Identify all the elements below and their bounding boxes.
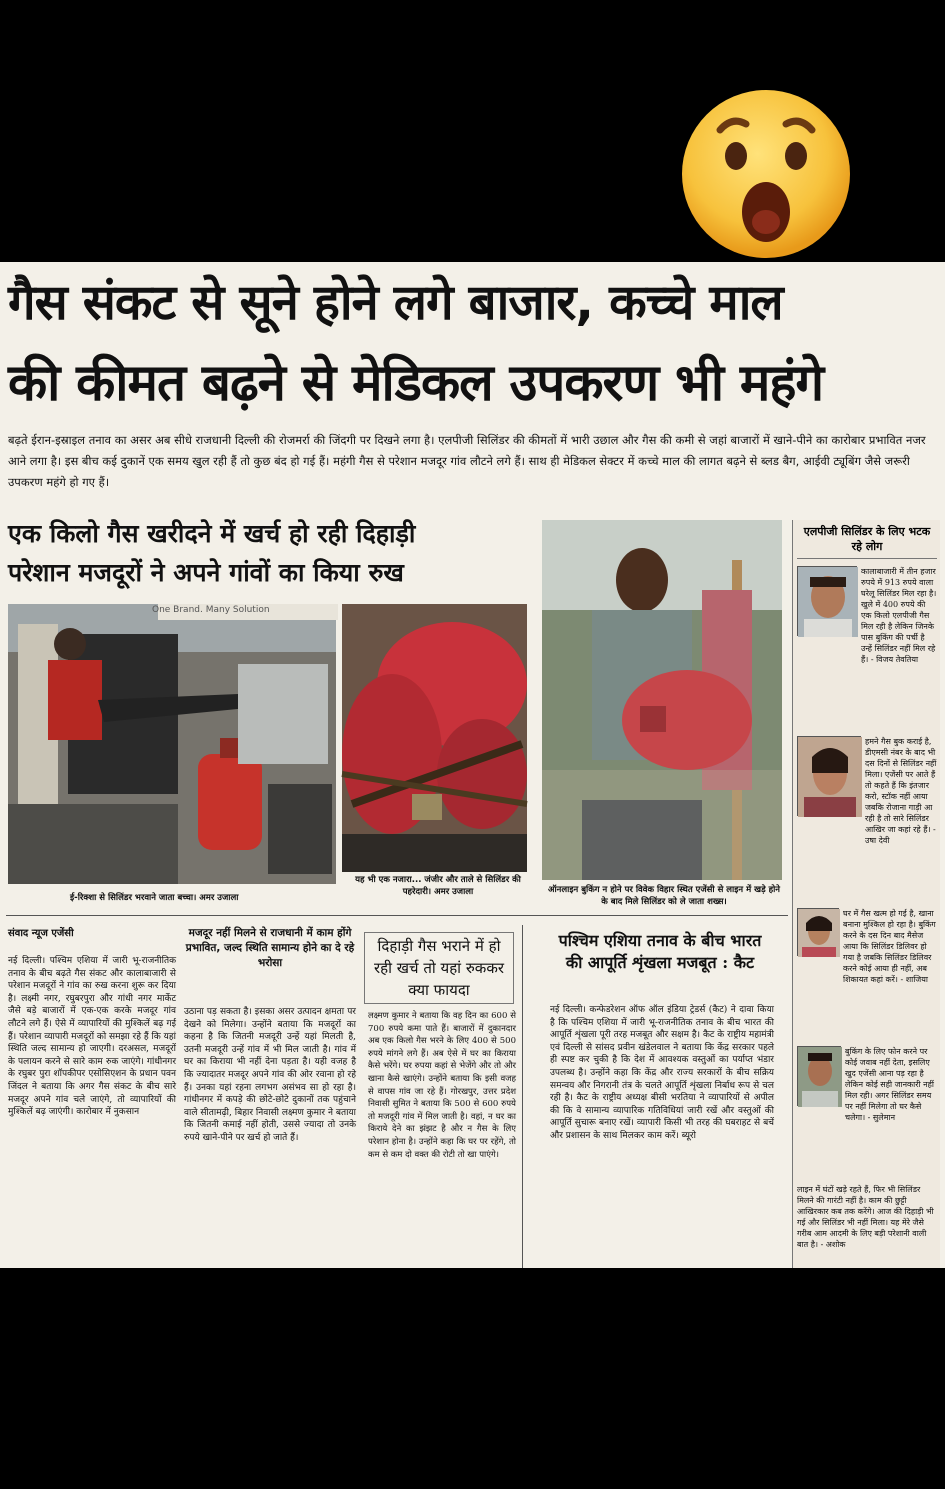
sidebar-quotes	[792, 520, 940, 1268]
subhead-line-1: एक किलो गैस खरीदने में खर्च हो रही दिहाड़ी	[8, 519, 416, 548]
article3-body: लक्ष्मण कुमार ने बताया कि वह दिन का 600 से 700 रुपये कमा पाते हैं। बाजारों में दुकानदार अब एक किलो गैस भरने के लिए 400 से 500 रुपये मांगने लगे हैं। अब ऐसे में घर का किराया कैसे भरेंगे। घर रुपया कहां से भेजेंगे और तो और खाना कैसे खाएंगे। उन्होंने बताया कि इसी वजह से वापस गांव जा रहे हैं। गोरखपुर, उत्तर प्रदेश निवासी सुमित ने बताया कि 500 से 600 रुपये तो मजदूरी गांव में मिल जाती है। वहां, न घर का किराये देने का झंझट है और न गैस के लिए परेशान होना है। उन्होंने कहा कि घर पर रहेंगे, तो कम से कम दो वक्त की रोटी तो खा पाएंगे।	[368, 1011, 516, 1160]
divider	[6, 915, 788, 916]
sidebar-title: एलपीजी सिलिंडर के लिए भटक रहे लोग	[797, 524, 937, 559]
article1-body: नई दिल्ली। पश्चिम एशिया में जारी भू-राजनीतिक तनाव के बीच बढ़ते गैस संकट और कालाबाजारी से परेशान मजदूरों ने गांव का रुख करना शुरू कर दिया है। लक्ष्मी नगर, रघुबरपुरा और गांधी नगर मार्केट जैसे बड़े बाजारों में एक-एक करके मजदूर गांव लौटने लगे हैं। ऐसे में व्यापारियों की मुश्किलें बढ़ गई हैं। परेशान व्यापारी मजदूरों को समझा रहे हैं कि यहां स्थिति जल्द सामान्य हो जाएगी। दरअसल, मजदूरों के पलायन करने से सारे काम रुक जाएंगे। गांधीनगर के रघुबर पुरा शॉपकीपर एसोसिएशन के प्रधान पवन जिंदल ने बताया कि अगर गैस संकट के बीच सारे मजदूर अपने गांव चले जाएंगे, तो व्यापारियों की मुश्किलें बढ़ जाएंगी। कारोबार में नुकसान	[8, 956, 176, 1118]
quote-vijay-part1: कालाबाजारी में तीन हजार रुपये में 913 रुपये वाला घरेलू सिलिंडर मिल रहा है। खुले में 400 रुपये की एक किलो एलपीजी गैस मिल रही है लेकिन जिनके पास बुकिंग की पर्ची है उन्हें सिलिंडर नहीं मिल रहे हैं। - विजय तेवतिया	[861, 567, 937, 664]
agency-byline: संवाद न्यूज एजेंसी	[8, 928, 74, 939]
article4-body: नई दिल्ली। कन्फेडरेशन ऑफ ऑल इंडिया ट्रेडर्स (कैट) ने दावा किया है कि पश्चिम एशिया में जारी भू-राजनीतिक तनाव के बीच भारत की आपूर्ति शृंखला पूरी तरह मजबूत और सक्षम है। कैट के राष्ट्रीय महामंत्री एवं दिल्ली से सांसद प्रवीन खंडेलवाल ने बताया कि केंद्र सरकार पहले ही स्पष्ट कर चुकी है कि देश में आवश्यक वस्तुओं का पर्याप्त भंडार उपलब्ध है। उन्होंने कहा कि केंद्र और राज्य सरकारों के बीच सक्रिय समन्वय और निगरानी तंत्र के चलते आपूर्ति शृंखला निर्बाध रूप से चल रही है। कैट के राष्ट्रीय अध्यक्ष बीसी भरतिया ने व्यापारियों से अपील की कि वे सामान्य व्यापारिक गतिविधियां जारी रखें और वस्तुओं की आपूर्ति सुचारू बनाए रखें। व्यापारी किसी भी तरह की घबराहट से बचें और प्रशासन के साथ मिलकर काम करें। ब्यूरो	[550, 1005, 774, 1141]
photo-chained-cylinders	[342, 604, 527, 872]
intro-paragraph: बढ़ते ईरान-इस्राइल तनाव का असर अब सीधे राजधानी दिल्ली की रोजमर्रा की जिंदगी पर दिखने लगा है। एलपीजी सिलिंडर की कीमतों में भारी उछाल और गैस की कमी से जहां बाजारों में खाने-पीने का कारोबार प्रभावित नजर आने लगा है। इस बीच कई दुकानें एक समय खुल रही हैं तो कुछ बंद हो गई हैं। महंगी गैस से परेशान मजदूर गांव लौटने लगे हैं। साथ ही मेडिकल सेक्टर में कच्चे माल की लागत बढ़ने से ब्लड बैग, आईवी ट्यूबिंग जैसे जरूरी उपकरण महंगे हो गए हैं।	[8, 433, 926, 489]
article4-heading: पश्चिम एशिया तनाव के बीच भारत की आपूर्ति शृंखला मजबूत : कैट	[558, 931, 762, 972]
article3-heading: दिहाड़ी गैस भराने में हो रही खर्च तो यहां रुककर क्या फायदा	[364, 932, 514, 1004]
shocked-face-emoji-icon	[680, 88, 852, 260]
article2-heading: मजदूर नहीं मिलने से राजधानी में काम होंगे प्रभावित, जल्द स्थिति सामान्य होने का दे रहे भरोसा	[185, 927, 355, 969]
quote-usha: हमने गैस बुक कराई है, डीएमसी नंबर के बाद भी दस दिनों से सिलिंडर नहीं मिला। एजेंसी पर आते हैं तो कहते हैं कि इंतजार करो, स्टॉक नहीं आया जबकि रोजाना गाड़ी आ रही है तो सारे सिलिंडर आखिर जा कहां रहे हैं। - उषा देवी	[865, 737, 937, 845]
quote-ashok: लाइन में घंटों खड़े रहते हैं, फिर भी सिलिंडर मिलने की गारंटी नहीं है। काम की छुट्टी आखिरकार कब तक करेंगे। आज की दिहाड़ी भी गई और सिलिंडर भी नहीं मिला। यह मेरे जैसे गरीब आम आदमी के लिए बड़ी परेशानी वाली बात है। - अशोक	[797, 1185, 934, 1249]
photo-caption-2: यह भी एक नजारा... जंजीर और ताले से सिलिंडर की पहरेदारी। अमर उजाला	[355, 875, 521, 897]
headline-line-1: गैस संकट से सूने होने लगे बाजार, कच्चे माल	[8, 274, 783, 331]
quote-shajia: घर में गैस खत्म हो गई है, खाना बनाना मुश्किल हो रहा है। बुकिंग करने के दस दिन बाद मैसेज आया कि सिलिंडर डिलिवर हो गया है जबकि सिलिंडर डिलिवर करने कोई आया ही नहीं, अब शिकायत कहां करें। - शाजिया	[843, 909, 936, 984]
cylinders-photo-illustration	[342, 604, 527, 872]
avatar-suleman	[797, 1046, 841, 1106]
avatar-usha	[797, 736, 861, 816]
erickshaw-photo-illustration	[8, 604, 336, 884]
banner-text: One Brand. Many Solution	[152, 605, 270, 615]
article2-body: उठाना पड़ सकता है। इसका असर उत्पादन क्षमता पर देखने को मिलेगा। उन्होंने बताया कि मजदूरों का कहना है कि जितनी मजदूरी उन्हें यहां मिलती है, उतनी मजदूरी उन्हें गांव में भी मिल जाती है। गांव में घर का किराया भी नहीं देना पड़ता है। यही वजह है कि ज्यादातर मजदूर अपने गांव की ओर रवाना हो रहे हैं। उनका यहां रहना लगभग असंभव सा हो रहा है। गांधीनगर में कपड़े की छोटे-छोटे दुकानों तक पहुंचाने वाले सीतामढ़ी, बिहार निवासी लक्ष्मण कुमार ने बताया कि जितनी कमाई नहीं होती, उससे ज्यादा तो उनके रुपये खाने-पीने पर खर्च हो जाते हैं।	[184, 1007, 356, 1143]
photo-man-carrying-cylinder	[542, 520, 782, 880]
headline-line-2: की कीमत बढ़ने से मेडिकल उपकरण भी महंगे	[8, 354, 824, 413]
photo-caption-3: ऑनलाइन बुकिंग न होने पर विवेक विहार स्थित एजेंसी से लाइन में खड़े होने के बाद मिले सिलिंडर को ले जाता शख्स।	[547, 885, 781, 907]
photo-child-erickshaw	[8, 604, 336, 884]
man-photo-illustration	[542, 520, 782, 880]
box-border-left	[522, 925, 523, 1268]
avatar-vijay	[797, 566, 857, 636]
subhead-line-2: परेशान मजदूरों ने अपने गांवों का किया रुख	[8, 558, 404, 587]
quote-suleman: बुकिंग के लिए फोन करने पर कोई जवाब नहीं देता, इसलिए खुद एजेंसी आना पड़ रहा है लेकिन कोई सही जानकारी नहीं मिल रही। अगर सिलिंडर समय पर नहीं मिलेगा तो घर कैसे चलेगा। - सुलेमान	[845, 1047, 934, 1122]
photo-caption-1: ई-रिक्शा से सिलिंडर भरवाने जाता बच्चा। अमर उजाला	[70, 893, 239, 903]
avatar-shajia	[797, 908, 839, 956]
